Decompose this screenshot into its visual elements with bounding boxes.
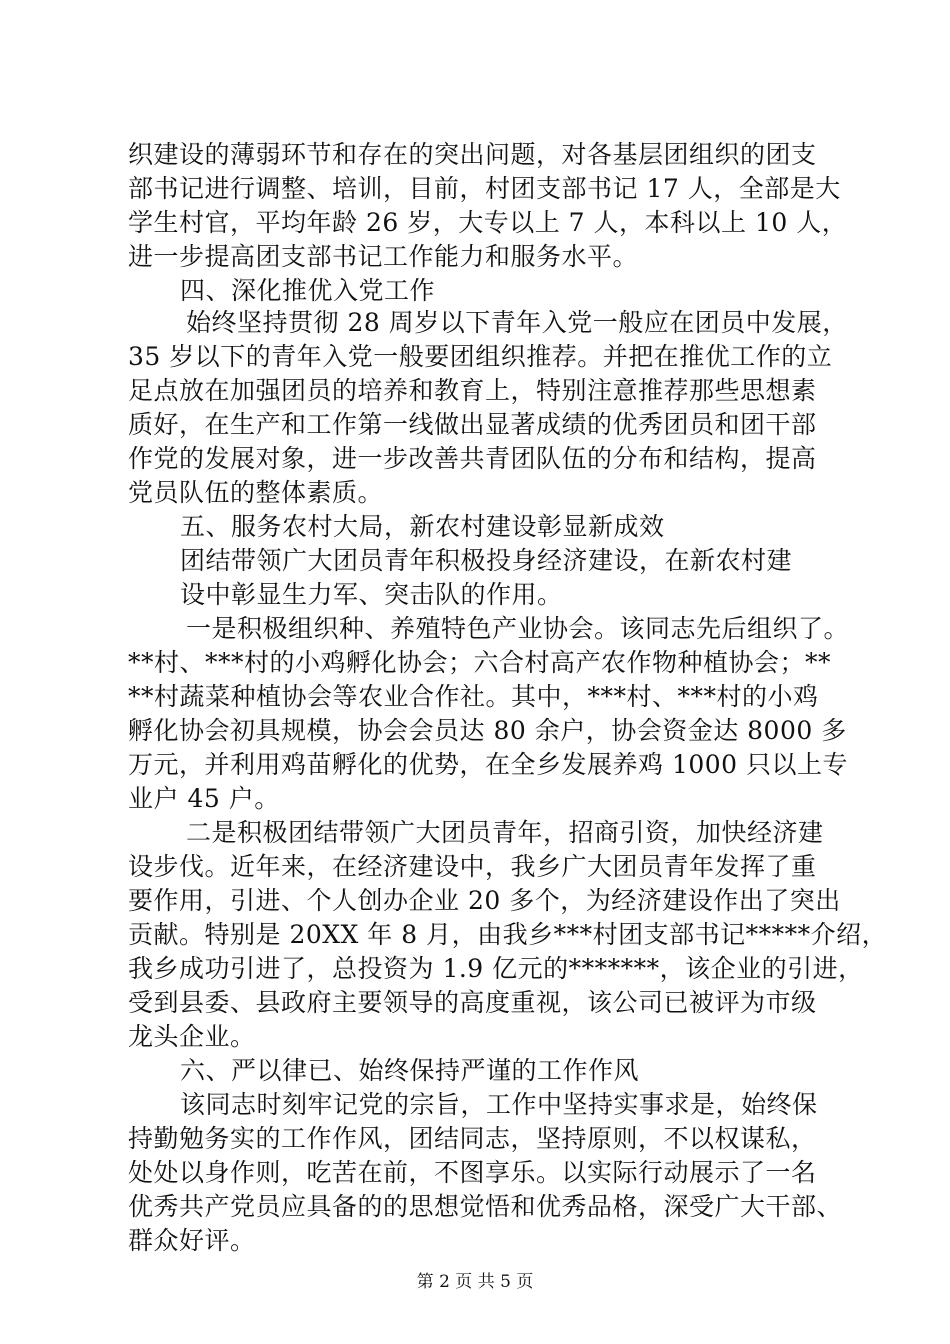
- section-heading-6: 六、严以律已、始终保持严谨的工作作风: [180, 1056, 640, 1085]
- body-text-line: 设步伐。近年来，在经济建设中，我乡广大团员青年发挥了重: [128, 852, 817, 881]
- body-text-line: 群众好评。: [128, 1226, 256, 1255]
- body-text-line: 质好，在生产和工作第一线做出显著成绩的优秀团员和团干部: [128, 410, 817, 439]
- body-text-line: 我乡成功引进了，总投资为 1.9 亿元的*******，该企业的引进，: [128, 954, 864, 983]
- body-text-line: 处处以身作则，吃苦在前，不图享乐。以实际行动展示了一名: [128, 1158, 817, 1187]
- body-text-line: 一是积极组织种、养殖特色产业协会。该同志先后组织了。: [186, 614, 850, 643]
- body-text-line: 足点放在加强团员的培养和教育上，特别注意推荐那些思想素: [128, 376, 817, 405]
- body-text-line: 团结带领广大团员青年积极投身经济建设，在新农村建: [180, 546, 793, 575]
- body-text-line: 要作用，引进、个人创办企业 20 多个，为经济建设作出了突出: [128, 886, 841, 915]
- body-text-line: 学生村官，平均年龄 26 岁，大专以上 7 人，本科以上 10 人，: [128, 208, 848, 237]
- body-text-line: 设中彰显生力军、突击队的作用。: [180, 580, 563, 609]
- body-text-line: 部书记进行调整、培训，目前，村团支部书记 17 人，全部是大: [128, 174, 841, 203]
- body-text-line: 受到县委、县政府主要领导的高度重视，该公司已被评为市级: [128, 988, 817, 1017]
- section-heading-5: 五、服务农村大局，新农村建设彰显新成效: [180, 512, 665, 541]
- body-text-line: 进一步提高团支部书记工作能力和服务水平。: [128, 242, 639, 271]
- page-footer: 第 2 页 共 5 页: [416, 1272, 534, 1292]
- body-text-line: **村、***村的小鸡孵化协会；六合村高产农作物种植协会；**: [128, 648, 832, 677]
- body-text-line: 始终坚持贯彻 28 周岁以下青年入党一般应在团员中发展，: [186, 308, 848, 337]
- body-text-line: 35 岁以下的青年入党一般要团组织推荐。并把在推优工作的立: [128, 342, 833, 371]
- body-text-line: 万元，并利用鸡苗孵化的优势，在全乡发展养鸡 1000 只以上专: [128, 750, 849, 779]
- body-text-line: 持勤勉务实的工作作风，团结同志，坚持原则，不以权谋私，: [128, 1124, 817, 1153]
- body-text-line: 党员队伍的整体素质。: [128, 478, 384, 507]
- body-text-line: 龙头企业。: [128, 1022, 256, 1051]
- body-text-line: 织建设的薄弱环节和存在的突出问题，对各基层团组织的团支: [128, 140, 817, 169]
- body-text-line: 业户 45 户。: [128, 784, 280, 813]
- body-text-line: 二是积极团结带领广大团员青年，招商引资，加快经济建: [186, 818, 824, 847]
- body-text-line: 该同志时刻牢记党的宗旨，工作中坚持实事求是，始终保: [180, 1090, 818, 1119]
- section-heading-4: 四、深化推优入党工作: [180, 276, 436, 305]
- body-text-line: 优秀共产党员应具备的的思想觉悟和优秀品格，深受广大干部、: [128, 1192, 843, 1221]
- body-text-line: 作党的发展对象，进一步改善共青团队伍的分布和结构，提高: [128, 444, 817, 473]
- body-text-line: 贡献。特别是 20XX 年 8 月，由我乡***村团支部书记*****介绍，: [128, 920, 888, 949]
- body-text-line: **村蔬菜种植协会等农业合作社。其中，***村、***村的小鸡: [128, 682, 819, 711]
- body-text-line: 孵化协会初具规模，协会会员达 80 余户，协会资金达 8000 多: [128, 716, 847, 745]
